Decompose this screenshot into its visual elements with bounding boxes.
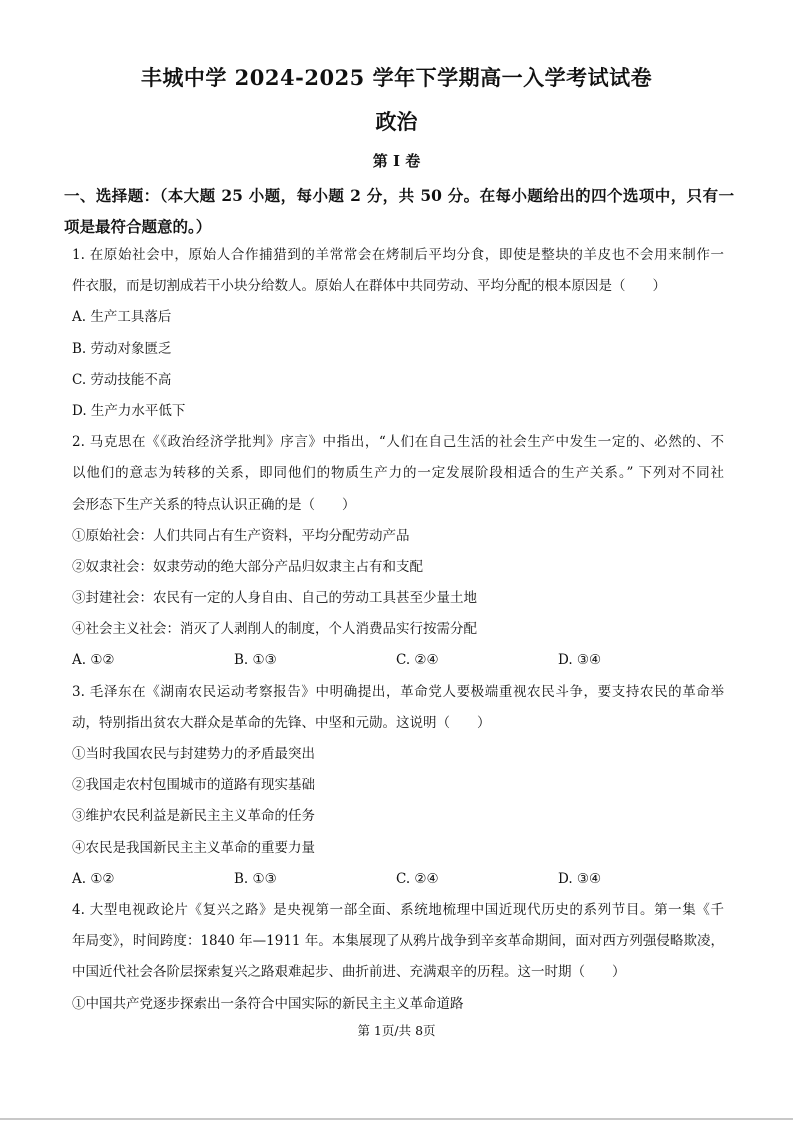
question-3-option-c: C. ②④ <box>396 870 439 887</box>
question-1-option-a: A. 生产工具落后 <box>72 309 172 326</box>
question-2-statement-1: ①原始社会：人们共同占有生产资料，平均分配劳动产品 <box>72 527 410 544</box>
question-4-stem: 年局变》，时间跨度：1840 年—1911 年。本集展现了从鸦片战争到辛亥革命期间，面对西方列强侵略欺凌， <box>72 933 724 950</box>
section-heading-line: 一、选择题：（本大题 25 小题，每小题 2 分，共 50 分。在每小题给出的四个选项中，只有一 <box>64 186 734 205</box>
question-1-option-d: D. 生产力水平低下 <box>72 402 186 419</box>
question-3-statement-4: ④农民是我国新民主主义革命的重要力量 <box>72 839 315 856</box>
question-2-statement-2: ②奴隶社会：奴隶劳动的绝大部分产品归奴隶主占有和支配 <box>72 558 423 575</box>
question-1-stem: 1. 在原始社会中，原始人合作捕猎到的羊常常会在烤制后平均分食，即使是整块的羊皮也不会用来制作一 <box>72 247 724 263</box>
question-4-stem: 4. 大型电视政论片《复兴之路》是央视第一部全面、系统地梳理中国近现代历史的系列节目。第一集《千 <box>72 901 724 918</box>
question-2-option-d: D. ③④ <box>558 652 602 669</box>
volume-label: 第 I 卷 <box>372 152 421 170</box>
question-3-stem: 动，特别指出贫农大群众是革命的先锋、中坚和元勋。这说明（ ） <box>72 714 491 731</box>
question-2-option-a: A. ①② <box>72 652 115 669</box>
question-4-statement-1: ①中国共产党逐步探索出一条符合中国实际的新民主主义革命道路 <box>72 995 464 1012</box>
question-2-option-b: B. ①③ <box>234 652 277 669</box>
question-2-option-c: C. ②④ <box>396 652 439 669</box>
question-3-stem: 3. 毛泽东在《湖南农民运动考察报告》中明确提出，革命党人要极端重视农民斗争，要支持农民的革命举 <box>72 683 724 700</box>
question-2-stem: 会形态下生产关系的特点认识正确的是（ ） <box>72 496 356 513</box>
subject-title: 政治 <box>375 109 418 134</box>
question-3-option-d: D. ③④ <box>558 870 602 887</box>
question-3-options <box>72 864 724 895</box>
question-2-stem: 以他们的意志为转移的关系，即同他们的物质生产力的一定发展阶段相适合的生产关系。” 下列对不同社 <box>72 465 724 482</box>
question-3-statement-2: ②我国走农村包围城市的道路有现实基础 <box>72 777 315 794</box>
question-2-statement-4: ④社会主义社会：消灭了人剥削人的制度，个人消费品实行按需分配 <box>72 621 477 638</box>
question-3-statement-1: ①当时我国农民与封建势力的矛盾最突出 <box>72 746 315 762</box>
question-2-stem: 2. 马克思在《《政治经济学批判》序言》中指出，“人们在自己生活的社会生产中发生一定的、必然的、不 <box>72 434 724 451</box>
question-3-statement-3: ③维护农民利益是新民主主义革命的任务 <box>72 808 315 825</box>
question-1-stem: 件衣服，而是切割成若干小块分给数人。原始人在群体中共同劳动、平均分配的根本原因是（ ） <box>72 278 666 295</box>
question-1-option-b: B. 劳动对象匮乏 <box>72 340 172 357</box>
section-heading-line: 项是最符合题意的。） <box>64 217 212 236</box>
questions <box>72 240 724 1020</box>
question-3-option-a: A. ①② <box>72 870 115 887</box>
question-4-stem: 中国近代社会各阶层探索复兴之路艰难起步、曲折前进、充满艰辛的历程。这一时期（ ） <box>72 964 626 981</box>
question-3-option-b: B. ①③ <box>234 870 277 887</box>
question-1-option-c: C. 劳动技能不高 <box>72 371 172 388</box>
page-number: 第 1页/共 8页 <box>357 1023 436 1038</box>
exam-title: 丰城中学 2024-2025 学年下学期高一入学考试试卷 <box>140 65 653 90</box>
section-heading <box>64 180 734 242</box>
question-2-options <box>72 645 724 676</box>
question-2-statement-3: ③封建社会：农民有一定的人身自由、自己的劳动工具甚至少量土地 <box>72 590 477 607</box>
bottom-divider <box>0 1118 793 1120</box>
